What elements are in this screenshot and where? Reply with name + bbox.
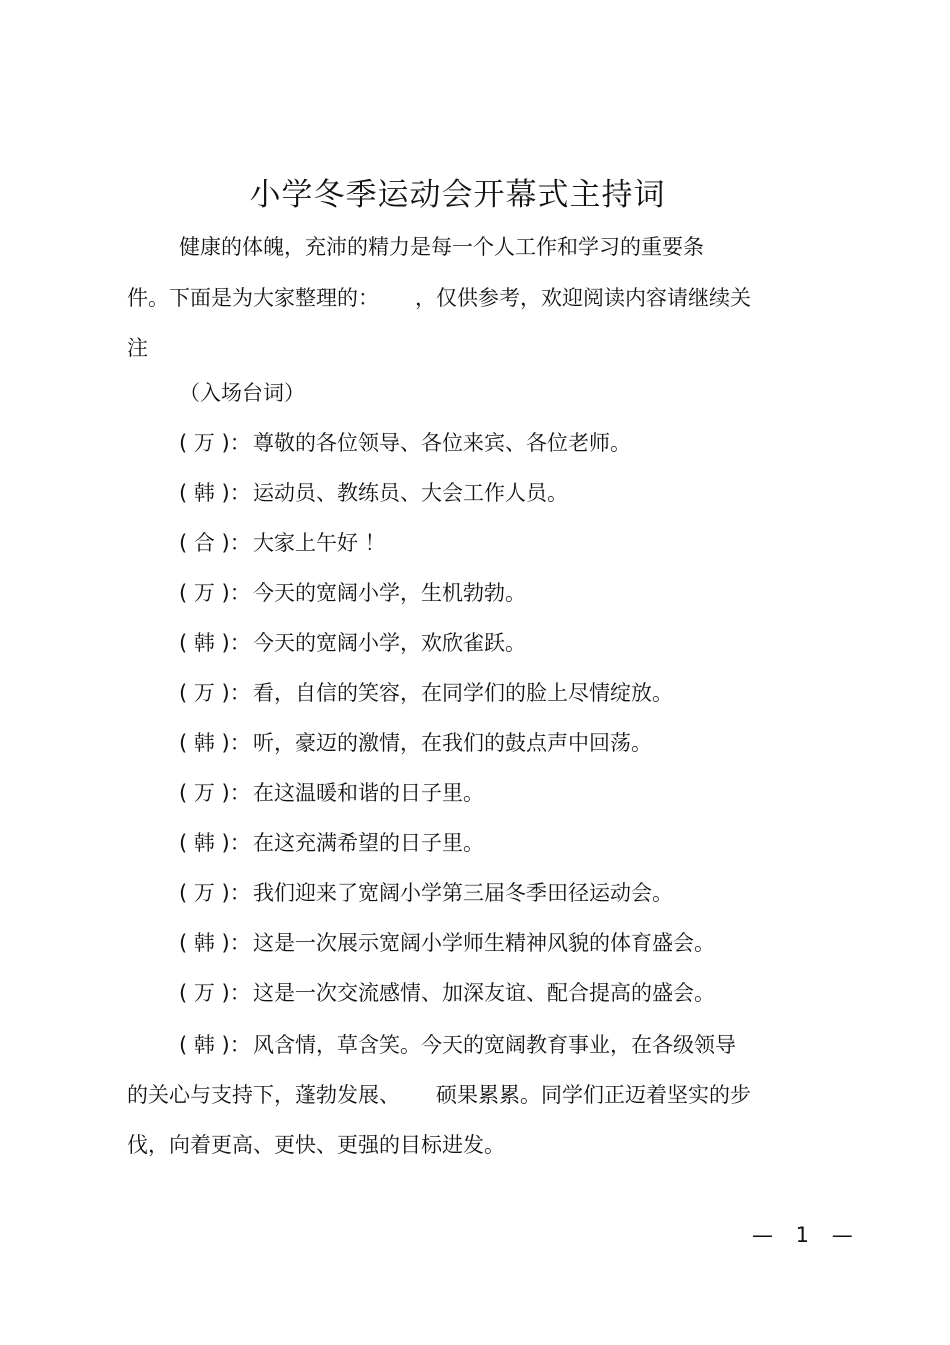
- final-line-2-part-a: 的关心与支持下，蓬勃发展、: [127, 1083, 400, 1107]
- dialogue-text: 大家上午好 ！: [253, 531, 386, 555]
- dialogue-text: 我们迎来了宽阔小学第三届冬季田径运动会。: [253, 881, 673, 905]
- speaker-label: ( 韩 )：: [179, 631, 251, 655]
- final-line-3: 伐，向着更高、更快、更强的目标进发。: [127, 1133, 505, 1157]
- dialogue-line: [127, 970, 817, 1020]
- dialogue-line: [127, 820, 817, 870]
- speaker-label: ( 万 )：: [179, 581, 251, 605]
- dialogue-line: [127, 420, 817, 470]
- dialogue-text: 在这温暖和谐的日子里。: [253, 781, 484, 805]
- speaker-label: ( 万 )：: [179, 431, 251, 455]
- speaker-label: ( 万 )：: [179, 881, 251, 905]
- speaker-label: ( 合 )：: [179, 531, 251, 555]
- dialogue-line: [127, 570, 817, 620]
- dialogue-line: [127, 620, 817, 670]
- dialogue-text: 听，豪迈的激情，在我们的鼓点声中回荡。: [253, 731, 652, 755]
- dialogue-line: [127, 770, 817, 820]
- final-paragraph: [127, 1020, 817, 1170]
- final-line-1: [127, 1020, 817, 1070]
- intro-line-1: 健康的体魄，充沛的精力是每一个人工作和学习的重要条: [179, 235, 704, 259]
- page-number: — 1 —: [752, 1223, 861, 1247]
- dialogue-text: 看，自信的笑容，在同学们的脸上尽情绽放。: [253, 681, 673, 705]
- dialogue-line: [127, 520, 817, 570]
- speaker-label: ( 韩 )：: [179, 931, 251, 955]
- intro-line-2-part-b: ，仅供参考，欢迎阅读内容请继续关: [415, 285, 751, 310]
- dialogue-line: [127, 920, 817, 970]
- intro-line-3: 注: [127, 336, 148, 360]
- dialogue-text: 今天的宽阔小学，生机勃勃。: [253, 581, 526, 605]
- speaker-label: ( 韩 )：: [179, 481, 251, 505]
- speaker-label: ( 韩 )：: [179, 1033, 251, 1057]
- intro-paragraph: [127, 222, 817, 374]
- final-line-2-part-b: 硕果累累。同学们正迈着坚实的步: [436, 1083, 751, 1107]
- final-line-2: [127, 1070, 817, 1120]
- dialogue-text: 尊敬的各位领导、各位来宾、各位老师。: [253, 431, 631, 455]
- speaker-label: ( 韩 )：: [179, 731, 251, 755]
- document-title: 小学冬季运动会开幕式主持词: [249, 177, 666, 213]
- intro-line-2-part-a: 件。下面是为大家整理的：: [127, 285, 379, 310]
- dialogue-text: 在这充满希望的日子里。: [253, 831, 484, 855]
- dialogue-line: [127, 720, 817, 770]
- speaker-label: ( 万 )：: [179, 681, 251, 705]
- dialogue-text: 这是一次交流感情、加深友谊、配合提高的盛会。: [253, 981, 715, 1005]
- final-line-1-text: 风含情，草含笑。今天的宽阔教育事业，在各级领导: [253, 1033, 736, 1057]
- dialogue-list: [127, 420, 817, 1020]
- speaker-label: ( 万 )：: [179, 981, 251, 1005]
- dialogue-line: [127, 870, 817, 920]
- speaker-label: ( 韩 )：: [179, 831, 251, 855]
- dialogue-text: 运动员、教练员、大会工作人员。: [253, 481, 568, 505]
- speaker-label: ( 万 )：: [179, 781, 251, 805]
- dialogue-text: 这是一次展示宽阔小学师生精神风貌的体育盛会。: [253, 931, 715, 955]
- dialogue-text: 今天的宽阔小学，欢欣雀跃。: [253, 631, 526, 655]
- section-label: （入场台词）: [179, 381, 305, 405]
- intro-line-2: [127, 273, 817, 324]
- dialogue-line: [127, 670, 817, 720]
- dialogue-line: [127, 470, 817, 520]
